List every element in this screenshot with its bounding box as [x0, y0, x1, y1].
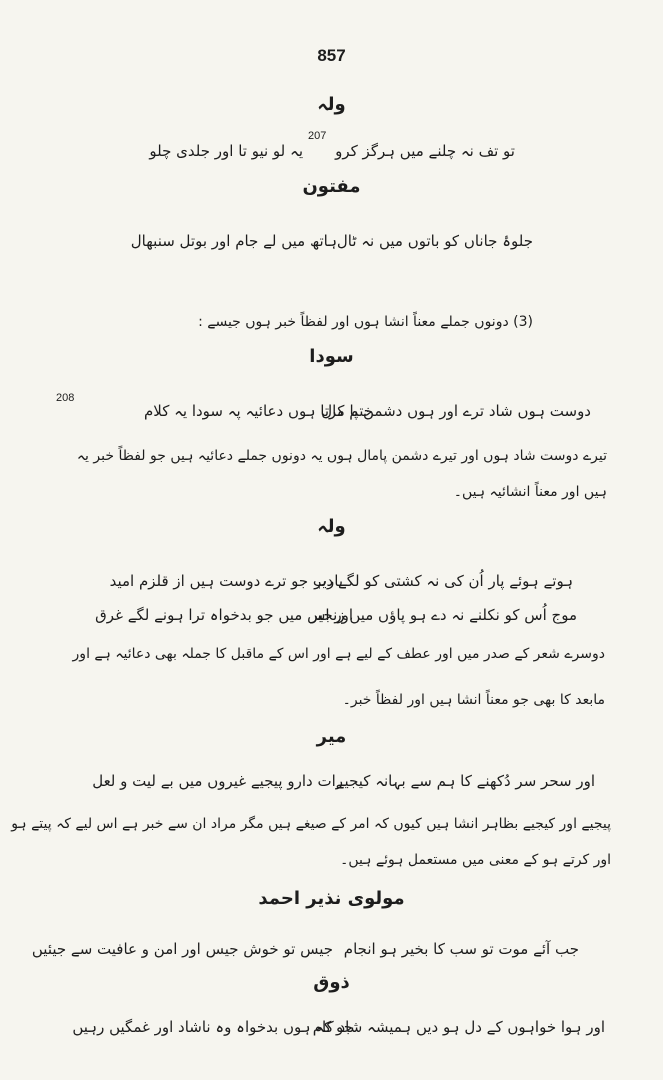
verse-first-hemistich: اور اس میں جو بدخواہ ترا ہونے لگے غرق: [95, 606, 353, 624]
verse-first-hemistich: جو کہ ہوں بدخواہ وہ ناشاد اور غمگیں رہیں: [72, 1018, 353, 1036]
prose-line: ہیں اور معناً انشائیہ ہیں۔: [453, 484, 607, 500]
prose-line: مابعد کا بھی جو معناً انشا ہیں اور لفظاً خبر۔: [342, 692, 605, 708]
verse-second-hemistich: جب آئے موت تو سب کا بخیر ہو انجام: [343, 940, 579, 958]
verse-second-hemistich: جلوۂ جاناں کو باتوں میں نہ ٹال: [336, 232, 533, 250]
verse-first-hemistich: یارب جو ترے دوست ہیں از قلزم امید: [109, 572, 343, 590]
poet-heading: میر: [316, 726, 347, 747]
prose-line: تیرے دوست شاد ہوں اور تیرے دشمن پامال ہوں یہ دونوں جملے دعائیہ ہیں جو لفظاً خبر یہ: [76, 448, 607, 464]
verse-first-hemistich: جیس تو خوش جیس اور امن و عافیت سے جیئیں: [31, 940, 333, 958]
poet-heading: مولوی نذیر احمد: [258, 888, 405, 909]
page-number: 857: [317, 46, 346, 65]
verse-second-hemistich: دوست ہوں شاد ترے اور ہوں دشمن پا مال: [321, 402, 591, 420]
verse-first-hemistich: ختم کرتا ہوں دعائیہ پہ سودا یہ کلام: [143, 402, 373, 420]
poet-heading: سودا: [309, 346, 354, 367]
verse-first-hemistich: یہ لو نیو تا اور جلدی چلو: [149, 142, 303, 160]
prose-line: پیجیے اور کیجیے بظاہر انشا ہیں کیوں کہ امر کے صیغے ہیں مگر مراد ان سے خبر ہے اس لیے کہ پیتے ہو: [11, 816, 611, 832]
verse-second-hemistich: ہوتے ہوئے پار اُن کی نہ کشتی کو لگے دیر: [314, 572, 573, 590]
prose-line: اور کرتے ہو کے معنی میں مستعمل ہوئے ہیں۔: [340, 852, 611, 868]
footnote-mark: 208: [56, 392, 75, 404]
footnote-mark: 207: [308, 130, 327, 142]
verse-second-hemistich: تو تف نہ چلنے میں ہرگز کرو: [335, 142, 515, 160]
verse-first-hemistich: ہاتھ میں لے جام اور بوتل سنبھال: [130, 232, 337, 250]
poet-heading: ولہ: [317, 94, 346, 115]
verse-second-hemistich: اور سحر سر دُکھنے کا ہم سے بہانہ کیجیے: [335, 772, 595, 790]
verse-first-hemistich: رات دارو پیجیے غیروں میں بے لیت و لعل: [92, 772, 343, 790]
poet-heading: مفتون: [302, 176, 361, 197]
verse-second-hemistich: اور ہوا خواہوں کے دل ہو دیں ہمیشہ شاد کام: [312, 1018, 605, 1036]
section-intro: (3) دونوں جملے معناً انشا ہوں اور لفظاً خبر ہوں جیسے :: [198, 314, 533, 330]
poet-heading: ولہ: [317, 516, 346, 537]
prose-line: دوسرے شعر کے صدر میں اور عطف کے لیے ہے اور اس کے ماقبل کا جملہ بھی دعائیہ ہے اور: [72, 646, 605, 662]
verse-second-hemistich: موج اُس کو نکلنے نہ دے ہو پاؤں میں زنجیر: [310, 606, 577, 624]
poet-heading: ذوق: [313, 972, 350, 993]
